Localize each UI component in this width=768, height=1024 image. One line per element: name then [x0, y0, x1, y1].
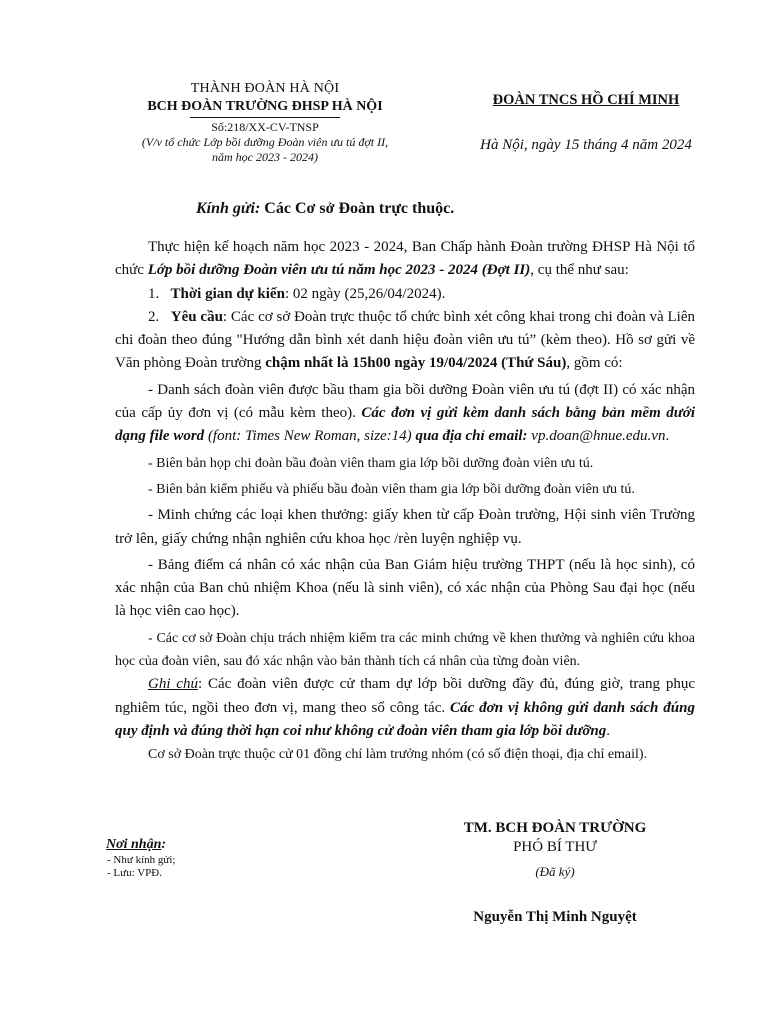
item-text: : 02 ngày (25,26/04/2024).: [284, 285, 446, 302]
item-text-end: , gồm có:: [566, 355, 623, 372]
requirement-list-item: - Biên bản họp chi đoàn bầu đoàn viên tham gia lớp bồi dưỡng đoàn viên ưu tú.: [148, 455, 594, 471]
document-number: Số:218/XX-CV-TNSP: [211, 120, 319, 134]
requirement-list-item: - Các cơ sở Đoàn chịu trách nhiệm kiểm tra các minh chứng về khen thưởng và nghiên cứu khoa học của đoàn viên, sau đó xác nhận vào bản thành tích cá nhân của từng đoàn viên.: [115, 630, 695, 670]
salutation-label: Kính gửi:: [196, 200, 261, 217]
requirement-text: - Danh sách đoàn viên được bầu tham gia bồi dưỡng Đoàn viên ưu tú (đợt II) có xác nhận của cấp ủy đơn vị (có mẫu kèm theo).: [115, 381, 695, 422]
intro-paragraph: [115, 236, 695, 283]
item-text: : Các cơ sở Đoàn trực thuộc tổ chức bình xét công khai trong chi đoàn và Liên chi đoàn theo đúng "Hướng dẫn bình xét danh hiệu đoàn viên ưu tú” (kèm theo). Hồ sơ gửi về Văn phòng Đoàn trường: [115, 308, 696, 372]
requirement-list-item: - Biên bản kiểm phiếu và phiếu bầu đoàn viên tham gia lớp bồi dưỡng đoàn viên ưu tú.: [148, 481, 635, 497]
document-subject-line-2: năm học 2023 - 2024): [212, 150, 318, 164]
intro-text: Thực hiện kế hoạch năm học 2023 - 2024, Ban Chấp hành Đoàn trường ĐHSP Hà Nội tổ chức: [115, 239, 695, 279]
signatory-name: Nguyễn Thị Minh Nguyệt: [473, 909, 637, 925]
requirement-emphasis: qua địa chỉ email:: [415, 428, 528, 445]
note-warning: Các đơn vị không gửi danh sách đúng quy định và đúng thời hạn coi như không cử đoàn viên tham gia lớp bồi dưỡng: [115, 699, 695, 739]
signed-note: (Đã ký): [535, 864, 575, 879]
item-label: Yêu cầu: [170, 308, 223, 325]
issuing-organization: BCH ĐOÀN TRƯỜNG ĐHSP HÀ NỘI: [147, 99, 383, 114]
signatory-title: PHÓ BÍ THƯ: [513, 839, 597, 855]
signature-block: [425, 818, 685, 926]
note-text: : Các đoàn viên được cử tham dự lớp bồi dưỡng đầy đủ, đúng giờ, trang phục nghiêm túc, ngồi theo đơn vị, mang theo sổ công tác.: [115, 676, 695, 716]
closing-paragraph: Cơ sở Đoàn trực thuộc cử 01 đồng chí làm trưởng nhóm (có số điện thoại, địa chỉ email).: [148, 747, 648, 763]
note-end: .: [606, 722, 610, 739]
signatory-on-behalf: TM. BCH ĐOÀN TRƯỜNG: [463, 820, 647, 836]
email-address: vp.doan@hnue.edu.vn: [527, 428, 666, 445]
course-name: Lớp bồi dưỡng Đoàn viên ưu tú năm học 2023 - 2024 (Đợt II): [147, 262, 531, 279]
salutation-text: Các Cơ sở Đoàn trực thuộc.: [260, 200, 455, 217]
union-block: [455, 90, 717, 110]
item-number: 1.: [148, 285, 160, 302]
requirement-emphasis: Các đơn vị gửi kèm danh sách bằng bản mềm dưới dạng file word: [115, 405, 695, 445]
requirement-list-item: [115, 379, 695, 449]
item-requirements: [115, 306, 695, 376]
item-number: 2.: [148, 308, 160, 325]
recipients-title: Nơi nhận: [106, 837, 162, 852]
item-schedule: [115, 283, 695, 306]
letter-body: [115, 236, 695, 767]
submission-deadline: chậm nhất là 15h00 ngày 19/04/2024 (Thứ Sáu): [265, 355, 567, 372]
parent-organization: THÀNH ĐOÀN HÀ NỘI: [190, 81, 340, 96]
recipients-heading: [106, 836, 175, 854]
note-label: Ghi chú: [148, 676, 198, 693]
place-and-date: Hà Nội, ngày 15 tháng 4 năm 2024: [480, 137, 692, 153]
salutation: [196, 200, 454, 218]
header-divider: [190, 117, 340, 118]
union-name: ĐOÀN TNCS HỒ CHÍ MINH: [492, 92, 680, 108]
recipient-item: - Như kính gửi;: [107, 854, 176, 866]
recipient-item: - Lưu: VPĐ.: [107, 867, 162, 879]
recipients-block: [106, 836, 175, 880]
note-paragraph: [115, 673, 695, 743]
requirement-list-item: - Bảng điểm cá nhân có xác nhận của Ban Giám hiệu trường THPT (nếu là học sinh), có xác nhận của Ban chủ nhiệm Khoa (nếu là sinh viên), có xác nhận của Phòng Sau đại học (nếu là học viên cao học).: [115, 556, 695, 620]
item-label: Thời gian dự kiến: [170, 285, 285, 302]
requirement-end: .: [665, 428, 670, 445]
requirement-list-item: - Minh chứng các loại khen thưởng: giấy khen từ cấp Đoàn trường, Hội sinh viên Trường trở lên, giấy chứng nhận nghiên cứu khoa học /rèn luyện nghiệp vụ.: [115, 507, 695, 547]
font-spec: (font: Times New Roman, size:14): [204, 428, 416, 445]
recipients-colon: :: [161, 837, 167, 852]
issuer-block: [100, 80, 430, 165]
document-subject-line-1: (V/v tổ chức Lớp bồi dưỡng Đoàn viên ưu tú đợt II,: [141, 135, 389, 149]
intro-end: , cụ thể như sau:: [530, 262, 629, 279]
